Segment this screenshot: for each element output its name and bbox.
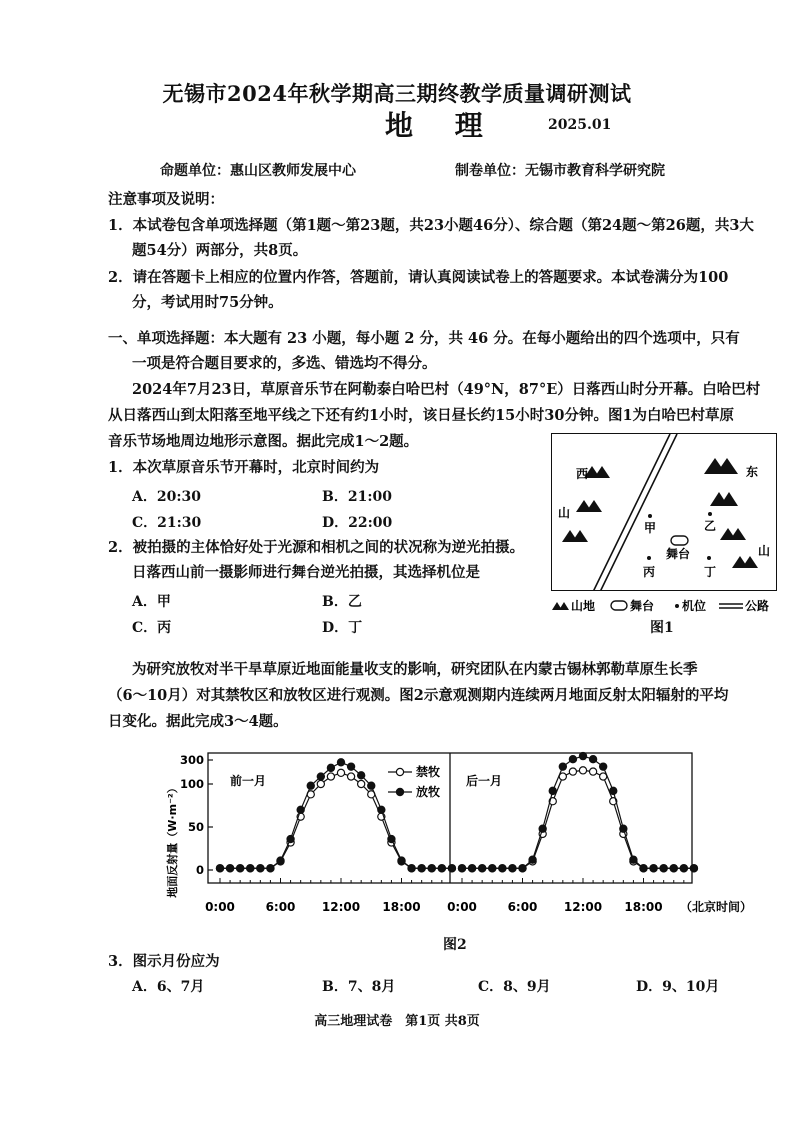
material1-line1: 2024年7月23日，草原音乐节在阿勒泰白哈巴村（49°N，87°E）日落西山时分开幕。白哈巴村 xyxy=(132,381,761,398)
data-point xyxy=(267,865,274,872)
q2-option-d: D．丁 xyxy=(322,620,363,636)
figure1-caption: 图1 xyxy=(650,620,674,636)
data-point xyxy=(660,865,667,872)
legend-stage-icon xyxy=(611,601,627,610)
notes-heading: 注意事项及说明： xyxy=(108,191,224,208)
q2-option-b: B．乙 xyxy=(322,594,362,610)
figure1-terrain-map xyxy=(551,433,777,591)
data-point xyxy=(600,763,607,770)
chart-legend xyxy=(388,764,440,799)
mountain-icon xyxy=(586,500,602,512)
data-point xyxy=(479,865,486,872)
material1-line3: 音乐节场地周边地形示意图。据此完成1～2题。 xyxy=(108,433,419,450)
data-point xyxy=(337,769,344,776)
data-point xyxy=(620,825,627,832)
notes-item2-line2: 分，考试用时75分钟。 xyxy=(132,294,283,311)
road-line xyxy=(592,434,670,591)
data-point xyxy=(539,825,546,832)
data-point xyxy=(327,773,334,780)
data-point xyxy=(347,773,354,780)
legend-marker xyxy=(396,768,403,775)
data-point xyxy=(368,782,375,789)
label-bing: 丙 xyxy=(643,565,656,579)
data-point xyxy=(569,768,576,775)
data-point xyxy=(640,865,647,872)
x-tick-label: 6:00 xyxy=(265,900,296,914)
data-point xyxy=(408,865,415,872)
camera-position-bing xyxy=(647,556,651,560)
label-west: 西 xyxy=(576,467,589,481)
legend-mountain-label: 山地 xyxy=(571,599,596,613)
data-point xyxy=(418,865,425,872)
y-tick-label: 0 xyxy=(195,863,204,877)
notes-item1-line2: 题54分）两部分，共8页。 xyxy=(132,242,308,259)
figure2-chart xyxy=(150,745,760,925)
data-point xyxy=(216,865,223,872)
label-east: 东 xyxy=(746,465,759,479)
stage-shape xyxy=(671,536,688,545)
mountain-icon xyxy=(572,530,588,542)
q3-stem: 3．图示月份应为 xyxy=(108,953,220,970)
label-stage: 舞台 xyxy=(666,547,691,561)
legend-stage-label: 舞台 xyxy=(630,599,655,613)
data-point xyxy=(549,787,556,794)
data-point xyxy=(468,865,475,872)
q3-option-c: C．8、9月 xyxy=(478,979,551,995)
data-point xyxy=(317,773,324,780)
q1-option-b: B．21:00 xyxy=(322,489,392,505)
label-east-mountain: 山 xyxy=(758,544,771,558)
y-axis-label: 地面反射量（W·m⁻²） xyxy=(166,782,179,898)
q3-option-a: A．6、7月 xyxy=(132,979,205,995)
legend-camera-label: 机位 xyxy=(682,599,707,613)
data-point xyxy=(589,768,596,775)
data-point xyxy=(287,835,294,842)
road-line xyxy=(599,434,677,591)
x-tick-label: 12:00 xyxy=(563,900,603,914)
data-point xyxy=(307,782,314,789)
label-west-mountain: 山 xyxy=(558,506,571,520)
legend-road-label: 公路 xyxy=(745,599,770,613)
x-axis-unit: （北京时间） xyxy=(680,900,753,914)
x-tick-label: 18:00 xyxy=(624,900,663,914)
data-point xyxy=(347,763,354,770)
legend-mountain-icon xyxy=(559,602,569,610)
page-footer: 高三地理试卷 第1页 共8页 xyxy=(314,1014,480,1029)
y-tick-label: 50 xyxy=(187,820,204,834)
material2-line2: （6～10月）对其禁牧区和放牧区进行观测。图2示意观测期内连续两月地面反射太阳辐射的平均 xyxy=(108,687,729,704)
camera-position-ding xyxy=(707,556,711,560)
data-point xyxy=(499,865,506,872)
subject-title: 地 理 xyxy=(385,109,499,142)
exam-title: 无锡市2024年秋学期高三期终教学质量调研测试 xyxy=(162,81,632,106)
data-point xyxy=(388,835,395,842)
camera-position-yi xyxy=(708,512,712,516)
legend-label: 放牧 xyxy=(416,785,441,799)
x-tick-label: 18:00 xyxy=(382,900,421,914)
exam-date: 2025.01 xyxy=(548,117,612,133)
material2-line3: 日变化。据此完成3～4题。 xyxy=(108,713,288,730)
mountain-icon xyxy=(594,466,610,478)
figure1-legend xyxy=(551,594,791,616)
data-point xyxy=(378,806,385,813)
x-tick-label: 6:00 xyxy=(507,900,538,914)
data-point xyxy=(529,856,536,863)
x-tick-label: 12:00 xyxy=(321,900,361,914)
q1-option-c: C．21:30 xyxy=(132,515,202,531)
data-point xyxy=(317,780,324,787)
unit-right: 制卷单位：无锡市教育科学研究院 xyxy=(455,163,665,179)
data-point xyxy=(237,865,244,872)
section1-heading-line1: 一、单项选择题：本大题有 23 小题，每小题 2 分，共 46 分。在每小题给出的四个选项中，只有 xyxy=(108,330,740,347)
x-tick-label: 0:00 xyxy=(205,900,235,914)
data-point xyxy=(589,756,596,763)
data-point xyxy=(337,759,344,766)
legend-label: 禁牧 xyxy=(416,765,441,779)
material1-line2: 从日落西山到太阳落至地平线之下还有约1小时，该日昼长约15小时30分钟。图1为白哈巴村草原 xyxy=(108,407,735,424)
q3-option-b: B．7、8月 xyxy=(322,979,396,995)
data-point xyxy=(428,865,435,872)
data-point xyxy=(519,865,526,872)
data-point xyxy=(438,865,445,872)
notes-item2-line1: 2．请在答题卡上相应的位置内作答，答题前，请认真阅读试卷上的答题要求。本试卷满分为100 xyxy=(108,269,729,286)
data-point xyxy=(257,865,264,872)
legend-marker xyxy=(396,788,403,795)
series-line xyxy=(462,756,694,868)
camera-position-jia xyxy=(648,514,652,518)
q2-option-a: A．甲 xyxy=(132,594,171,610)
legend-camera-icon xyxy=(675,604,679,608)
panel-label: 后一月 xyxy=(466,774,503,788)
y-tick-label: 300 xyxy=(179,753,204,767)
data-point xyxy=(509,865,516,872)
data-point xyxy=(670,865,677,872)
unit-left: 命题单位：惠山区教师发展中心 xyxy=(160,163,356,179)
q2-option-c: C．丙 xyxy=(132,620,172,636)
figure1-svg xyxy=(552,434,777,591)
data-point xyxy=(680,865,687,872)
x-tick-label: 0:00 xyxy=(447,900,477,914)
data-point xyxy=(327,764,334,771)
data-point xyxy=(559,763,566,770)
q2-stem-line1: 2．被拍摄的主体恰好处于光源和相机之间的状况称为逆光拍摄。 xyxy=(108,539,525,556)
data-point xyxy=(489,865,496,872)
label-yi: 乙 xyxy=(704,519,717,533)
notes-item1-line1: 1．本试卷包含单项选择题（第1题～第23题，共23小题46分）、综合题（第24题～第26题，共3大 xyxy=(108,217,754,234)
data-point xyxy=(579,767,586,774)
data-point xyxy=(277,857,284,864)
data-point xyxy=(458,865,465,872)
data-point xyxy=(247,865,254,872)
data-point xyxy=(569,756,576,763)
q1-stem: 1．本次草原音乐节开幕时，北京时间约为 xyxy=(108,459,380,476)
data-point xyxy=(630,856,637,863)
data-point xyxy=(398,857,405,864)
q1-option-a: A．20:30 xyxy=(132,489,201,505)
q2-stem-line2: 日落西山前一摄影师进行舞台逆光拍摄，其选择机位是 xyxy=(132,564,480,581)
figure2-caption: 图2 xyxy=(443,937,467,953)
chart-panels xyxy=(216,753,697,872)
q3-option-d: D．9、10月 xyxy=(636,979,720,995)
material2-line1: 为研究放牧对半干旱草原近地面能量收支的影响，研究团队在内蒙古锡林郭勒草原生长季 xyxy=(132,661,698,678)
data-point xyxy=(610,787,617,794)
data-point xyxy=(358,772,365,779)
q1-option-d: D．22:00 xyxy=(322,515,393,531)
mountain-icon xyxy=(742,556,758,568)
label-ding: 丁 xyxy=(704,565,717,579)
y-tick-label: 100 xyxy=(179,777,204,791)
section1-heading-line2: 一项是符合题目要求的，多选、错选均不得分。 xyxy=(132,355,437,372)
mountain-icon xyxy=(730,528,746,540)
label-jia: 甲 xyxy=(644,521,657,535)
data-point xyxy=(226,865,233,872)
panel-label: 前一月 xyxy=(230,774,267,788)
data-point xyxy=(650,865,657,872)
data-point xyxy=(297,806,304,813)
data-point xyxy=(358,780,365,787)
